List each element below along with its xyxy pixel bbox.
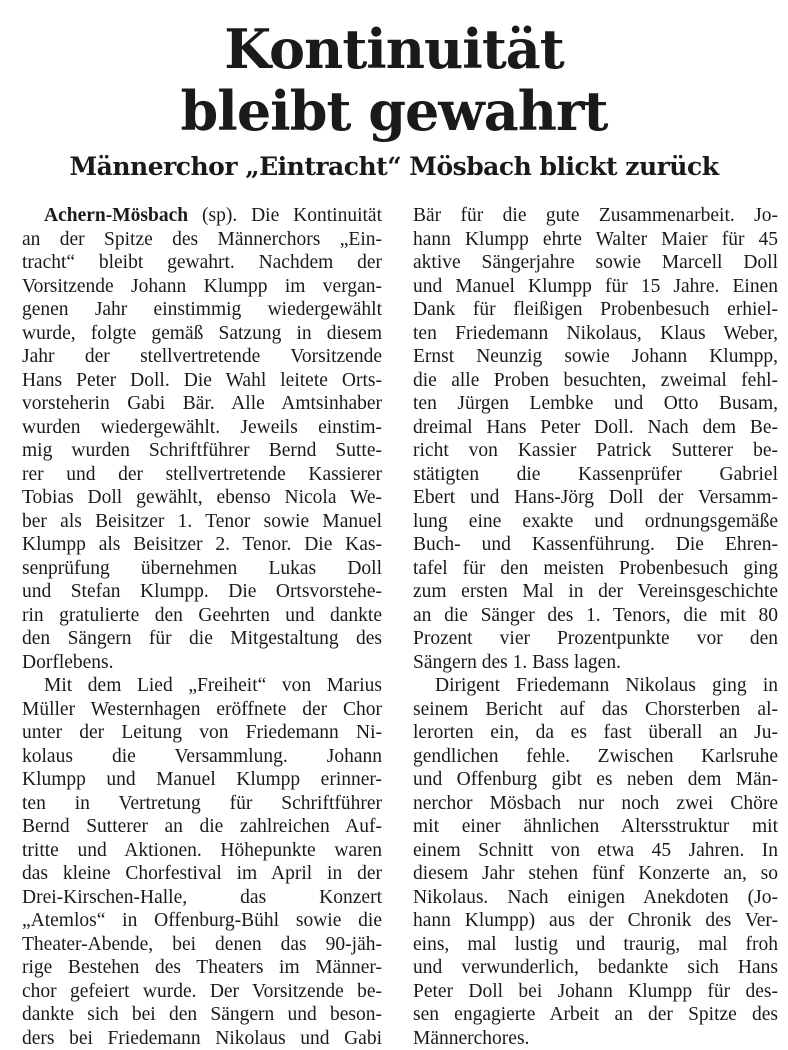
text-line bbox=[413, 933, 778, 957]
text-line bbox=[22, 698, 382, 722]
line-text: ten Friedemann Nikolaus, Klaus Weber, bbox=[413, 323, 778, 344]
text-line bbox=[22, 557, 382, 581]
line-text: hann Klumpp) aus der Chronik des Ver- bbox=[413, 910, 778, 931]
line-text: dreimal Hans Peter Doll. Nach dem Be- bbox=[413, 417, 778, 438]
text-line bbox=[413, 275, 778, 299]
text-line bbox=[22, 956, 382, 980]
line-text: einem Schnitt von etwa 45 Jahren. In bbox=[413, 840, 778, 861]
text-line bbox=[413, 322, 778, 346]
text-line bbox=[413, 627, 778, 651]
line-text: dankte sich bei den Sängern und beson- bbox=[22, 1004, 382, 1025]
line-text: lung eine exakte und ordnungsgemäße bbox=[413, 511, 778, 532]
text-line bbox=[22, 416, 382, 440]
line-text: Bär für die gute Zusammenarbeit. Jo- bbox=[413, 205, 778, 226]
text-line bbox=[22, 604, 382, 628]
line-text: sen engagierte Arbeit an der Spitze des bbox=[413, 1004, 778, 1025]
line-text: und Stefan Klumpp. Die Ortsvorstehe- bbox=[22, 581, 382, 602]
line-text: Theater-Abende, bei denen das 90-jäh- bbox=[22, 934, 382, 955]
text-line bbox=[22, 439, 382, 463]
line-text: und Manuel Klumpp für 15 Jahre. Einen bbox=[413, 276, 778, 297]
line-text: Dank für fleißigen Probenbesuch erhiel- bbox=[413, 299, 778, 320]
text-line bbox=[413, 862, 778, 886]
line-text: gendlichen fehle. Zwischen Karlsruhe bbox=[413, 746, 778, 767]
line-text: Klumpp und Manuel Klumpp erinner- bbox=[22, 769, 382, 790]
line-text: den Sängern für die Mitgestaltung des bbox=[22, 628, 382, 649]
text-line bbox=[22, 251, 382, 275]
line-text: chor gefeiert wurde. Der Vorsitzende be- bbox=[22, 981, 382, 1002]
text-line bbox=[413, 745, 778, 769]
line-text: Dirigent Friedemann Nikolaus ging in bbox=[435, 675, 778, 696]
text-line bbox=[413, 886, 778, 910]
text-line bbox=[22, 298, 382, 322]
text-line bbox=[22, 674, 382, 698]
line-text: rige Bestehen des Theaters im Männer- bbox=[22, 957, 382, 978]
line-text: tracht“ bleibt gewahrt. Nachdem der bbox=[22, 252, 382, 273]
line-text: (sp). Die Kontinuität bbox=[188, 205, 382, 226]
line-text: mig wurden Schriftführer Bernd Sutte- bbox=[22, 440, 382, 461]
text-line bbox=[22, 839, 382, 863]
line-text: und Offenburg gibt es neben dem Män- bbox=[413, 769, 778, 790]
text-line bbox=[413, 392, 778, 416]
text-line bbox=[22, 1027, 382, 1050]
text-line bbox=[413, 815, 778, 839]
text-line bbox=[22, 768, 382, 792]
dateline: Achern-Mösbach bbox=[44, 205, 188, 226]
text-line bbox=[22, 721, 382, 745]
text-line bbox=[22, 345, 382, 369]
line-text: wurden wiedergewählt. Jeweils einstim- bbox=[22, 417, 382, 438]
text-line bbox=[413, 980, 778, 1004]
text-line bbox=[413, 792, 778, 816]
text-line bbox=[413, 768, 778, 792]
text-line bbox=[22, 1003, 382, 1027]
text-line bbox=[22, 651, 382, 675]
headline-line-1: Kontinuität bbox=[224, 17, 563, 81]
text-line bbox=[22, 980, 382, 1004]
article-headline bbox=[0, 18, 788, 142]
text-line bbox=[22, 909, 382, 933]
line-text: stätigten die Kassenprüfer Gabriel bbox=[413, 464, 778, 485]
line-text: die alle Proben besuchten, zweimal fehl- bbox=[413, 370, 778, 391]
text-line bbox=[22, 275, 382, 299]
text-line bbox=[22, 463, 382, 487]
text-line bbox=[413, 557, 778, 581]
text-line bbox=[22, 792, 382, 816]
line-text: mit einer ähnlichen Altersstruktur mit bbox=[413, 816, 778, 837]
line-text: das kleine Chorfestival im April in der bbox=[22, 863, 382, 884]
line-text: aktive Sängerjahre sowie Marcell Doll bbox=[413, 252, 778, 273]
line-text: Peter Doll bei Johann Klumpp für des- bbox=[413, 981, 778, 1002]
text-line bbox=[413, 486, 778, 510]
text-line bbox=[22, 392, 382, 416]
text-line bbox=[413, 1027, 778, 1050]
text-line bbox=[22, 933, 382, 957]
line-text: richt von Kassier Patrick Sutterer be- bbox=[413, 440, 778, 461]
line-text: und verwunderlich, bedankte sich Hans bbox=[413, 957, 778, 978]
text-line bbox=[22, 886, 382, 910]
text-line bbox=[22, 204, 382, 228]
line-text: Sängern des 1. Bass lagen. bbox=[413, 652, 621, 673]
text-line bbox=[413, 416, 778, 440]
text-line bbox=[413, 298, 778, 322]
line-text: „Atemlos“ in Offenburg-Bühl sowie die bbox=[22, 910, 382, 931]
line-text: ber als Beisitzer 1. Tenor sowie Manuel bbox=[22, 511, 382, 532]
text-line bbox=[413, 510, 778, 534]
line-text: Buch- und Kassenführung. Die Ehren- bbox=[413, 534, 778, 555]
line-text: nerchor Mösbach nur noch zwei Chöre bbox=[413, 793, 778, 814]
line-text: Ebert und Hans-Jörg Doll der Versamm- bbox=[413, 487, 778, 508]
line-text: senprüfung übernehmen Lukas Doll bbox=[22, 558, 382, 579]
text-line bbox=[413, 1003, 778, 1027]
text-line bbox=[413, 580, 778, 604]
text-line bbox=[413, 698, 778, 722]
text-line bbox=[413, 204, 778, 228]
text-line bbox=[413, 721, 778, 745]
text-line bbox=[413, 839, 778, 863]
line-text: zum ersten Mal in der Vereinsgeschichte bbox=[413, 581, 778, 602]
line-text: vorsteherin Gabi Bär. Alle Amtsinhaber bbox=[22, 393, 382, 414]
line-text: Tobias Doll gewählt, ebenso Nicola We- bbox=[22, 487, 382, 508]
line-text: Männerchores. bbox=[413, 1028, 529, 1049]
line-text: Dorflebens. bbox=[22, 652, 114, 673]
text-line bbox=[413, 956, 778, 980]
text-line bbox=[413, 345, 778, 369]
text-line bbox=[22, 862, 382, 886]
headline-line-2: bleibt gewahrt bbox=[181, 79, 608, 143]
line-text: genen Jahr einstimmig wiedergewählt bbox=[22, 299, 382, 320]
text-line bbox=[22, 627, 382, 651]
line-text: Ernst Neunzig sowie Johann Klumpp, bbox=[413, 346, 778, 367]
line-text: Prozent vier Prozentpunkte vor den bbox=[413, 628, 778, 649]
line-text: ders bei Friedemann Nikolaus und Gabi bbox=[22, 1028, 382, 1049]
line-text: wurde, folgte gemäß Satzung in diesem bbox=[22, 323, 382, 344]
line-text: tritte und Aktionen. Höhepunkte waren bbox=[22, 840, 382, 861]
article-subheadline: Männerchor „Eintracht“ Mösbach blickt zurück bbox=[0, 152, 788, 182]
text-line bbox=[22, 580, 382, 604]
text-line bbox=[22, 322, 382, 346]
line-text: Vorsitzende Johann Klumpp im vergan- bbox=[22, 276, 382, 297]
text-line bbox=[413, 463, 778, 487]
line-text: Jahr der stellvertretende Vorsitzende bbox=[22, 346, 382, 367]
line-text: kolaus die Versammlung. Johann bbox=[22, 746, 382, 767]
line-text: lerorten ein, da es fast überall an Ju- bbox=[413, 722, 778, 743]
text-line bbox=[22, 369, 382, 393]
text-line bbox=[22, 486, 382, 510]
text-line bbox=[413, 604, 778, 628]
line-text: Müller Westernhagen eröffnete der Chor bbox=[22, 699, 382, 720]
article-column-left bbox=[22, 204, 382, 1050]
text-line bbox=[22, 815, 382, 839]
line-text: tafel für den meisten Probenbesuch ging bbox=[413, 558, 778, 579]
line-text: Drei-Kirschen-Halle, das Konzert bbox=[22, 887, 382, 908]
line-text: ten in Vertretung für Schriftführer bbox=[22, 793, 382, 814]
text-line bbox=[22, 533, 382, 557]
text-line bbox=[413, 369, 778, 393]
text-line bbox=[413, 651, 778, 675]
text-line bbox=[413, 674, 778, 698]
text-line bbox=[22, 228, 382, 252]
line-text: unter der Leitung von Friedemann Ni- bbox=[22, 722, 382, 743]
line-text: eins, mal lustig und traurig, mal froh bbox=[413, 934, 778, 955]
text-line bbox=[22, 510, 382, 534]
line-text: diesem Jahr stehen fünf Konzerte an, so bbox=[413, 863, 778, 884]
line-text: Mit dem Lied „Freiheit“ von Marius bbox=[44, 675, 382, 696]
line-text: Nikolaus. Nach einigen Anekdoten (Jo- bbox=[413, 887, 778, 908]
line-text: Bernd Sutterer an die zahlreichen Auf- bbox=[22, 816, 382, 837]
line-text: rin gratulierte den Geehrten und dankte bbox=[22, 605, 382, 626]
text-line bbox=[413, 439, 778, 463]
article-column-right bbox=[413, 204, 778, 1050]
line-text: Hans Peter Doll. Die Wahl leitete Orts- bbox=[22, 370, 382, 391]
text-line bbox=[413, 533, 778, 557]
line-text: Klumpp als Beisitzer 2. Tenor. Die Kas- bbox=[22, 534, 382, 555]
line-text: seinem Bericht auf das Chorsterben al- bbox=[413, 699, 778, 720]
line-text: rer und der stellvertretende Kassierer bbox=[22, 464, 382, 485]
text-line bbox=[22, 745, 382, 769]
text-line bbox=[413, 228, 778, 252]
line-text: ten Jürgen Lembke und Otto Busam, bbox=[413, 393, 778, 414]
line-text: an der Spitze des Männerchors „Ein- bbox=[22, 229, 382, 250]
text-line bbox=[413, 251, 778, 275]
text-line bbox=[413, 909, 778, 933]
line-text: an die Sänger des 1. Tenors, die mit 80 bbox=[413, 605, 778, 626]
line-text: hann Klumpp ehrte Walter Maier für 45 bbox=[413, 229, 778, 250]
